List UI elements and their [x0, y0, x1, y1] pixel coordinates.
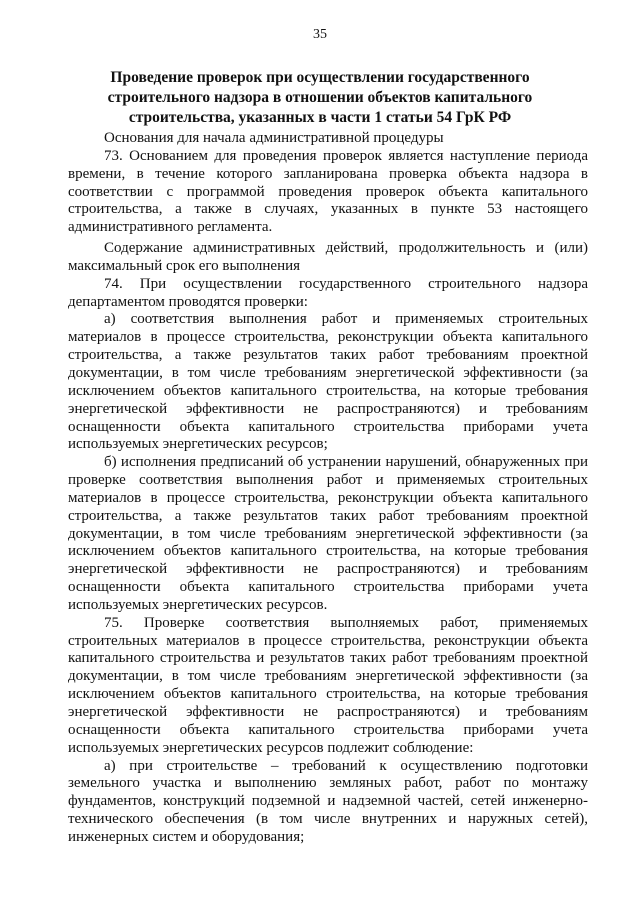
page-number: 35	[313, 27, 327, 42]
paragraph-75-a: а) при строительстве – требований к осуществлению подготовки земельного участка и выполнению земляных работ, работ по монтажу фундаментов, конструкций подземной и надземной частей, сетей инженерно-технического обеспечения (в том числе внутренних и наружных сетей), инженерных систем и оборудования;	[68, 757, 588, 845]
paragraph-74-a: а) соответствия выполнения работ и применяемых строительных материалов в процессе строительства, реконструкции объекта капитального строительства, а также результатов таких работ требованиям проектной документации, в том числе требованиям энергетической эффективности (за исключением объектов капитального строительства, на которые требования энергетической эффективности не распространяются) и требованиям оснащенности объекта капитального строительства приборами учета используемых энергетических ресурсов;	[68, 311, 588, 453]
paragraph-74-b: б) исполнения предписаний об устранении нарушений, обнаруженных при проверке соответствия выполнения работ и применяемых строительных материалов в процессе строительства, реконструкции объекта капитального строительства, а также результатов таких работ требованиям проектной документации, в том числе требованиям энергетической эффективности (за исключением объектов капитального строительства, на которые требования энергетической эффективности не распространяются) и требованиям оснащенности объекта капитального строительства приборами учета используемых энергетических ресурсов.	[68, 454, 588, 613]
paragraph-73: 73. Основанием для проведения проверок является наступление периода времени, в течение которого запланирована проверка объекта надзора в соответствии с программой проведения проверок объекта капитального строительства, а также в случаях, указанных в пункте 53 настоящего административного регламента.	[68, 147, 588, 236]
document-body	[68, 130, 588, 847]
paragraph-grounds-heading: Основания для начала административной процедуры	[104, 130, 444, 146]
paragraph-content-heading: Содержание административных действий, продолжительность и (или) максимальный срок его выполнения	[68, 240, 588, 274]
paragraph-75: 75. Проверке соответствия выполняемых работ, применяемых строительных материалов в процессе строительства, реконструкции объекта капитального строительства и результатов таких работ требованиям проектной документации, в том числе требованиям энергетической эффективности (за исключением объектов капитального строительства, на которые требования энергетической эффективности не распространяются) и требованиям оснащенности объекта капитального строительства приборами учета используемых энергетических ресурсов подлежит соблюдение:	[68, 614, 588, 756]
paragraph-74: 74. При осуществлении государственного строительного надзора департаментом проводятся проверки:	[68, 275, 588, 310]
section-heading: Проведение проверок при осуществлении государственного строительного надзора в отношении объектов капитального строительства, указанных в части 1 статьи 54 ГрК РФ	[107, 69, 533, 126]
